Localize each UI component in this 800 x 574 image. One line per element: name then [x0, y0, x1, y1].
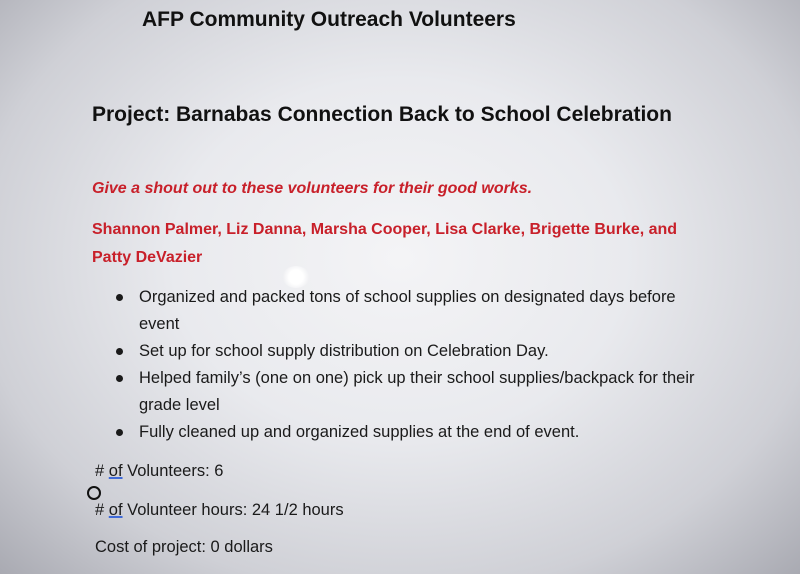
bullet-icon [116, 375, 123, 382]
project-title: Project: Barnabas Connection Back to School Celebration [92, 103, 672, 126]
project-cost: Cost of project: 0 dollars [95, 538, 273, 556]
volunteer-names: Shannon Palmer, Liz Danna, Marsha Cooper, Lisa Clarke, Brigette Burke, and Patty DeVazier [92, 221, 678, 266]
list-item [112, 338, 712, 365]
volunteer-count-of: of [108, 462, 123, 480]
volunteer-count-rest: Volunteers: 6 [122, 462, 224, 480]
bullet-icon [116, 429, 123, 436]
task-text: Fully cleaned up and organized supplies at the end of event. [139, 423, 580, 441]
task-text: Set up for school supply distribution on Celebration Day. [139, 342, 549, 360]
list-item [112, 365, 712, 419]
list-item [112, 284, 712, 338]
task-text: Helped family’s (one on one) pick up their school supplies/backpack for their grade level [139, 369, 695, 414]
volunteer-count-prefix: # [95, 462, 109, 480]
task-list [112, 284, 712, 446]
circle-marker-icon [87, 486, 101, 500]
bullet-icon [116, 294, 123, 301]
volunteer-hours-of: of [108, 501, 123, 519]
volunteer-hours [95, 501, 344, 520]
volunteer-hours-rest: Volunteer hours: 24 1/2 hours [122, 501, 344, 519]
document-title: AFP Community Outreach Volunteers [142, 8, 516, 31]
volunteer-hours-prefix: # [95, 501, 109, 519]
task-text: Organized and packed tons of school supplies on designated days before event [139, 288, 676, 333]
list-item [112, 419, 712, 446]
volunteer-count [95, 462, 223, 481]
shout-out-text: Give a shout out to these volunteers for their good works. [92, 180, 533, 197]
bullet-icon [116, 348, 123, 355]
